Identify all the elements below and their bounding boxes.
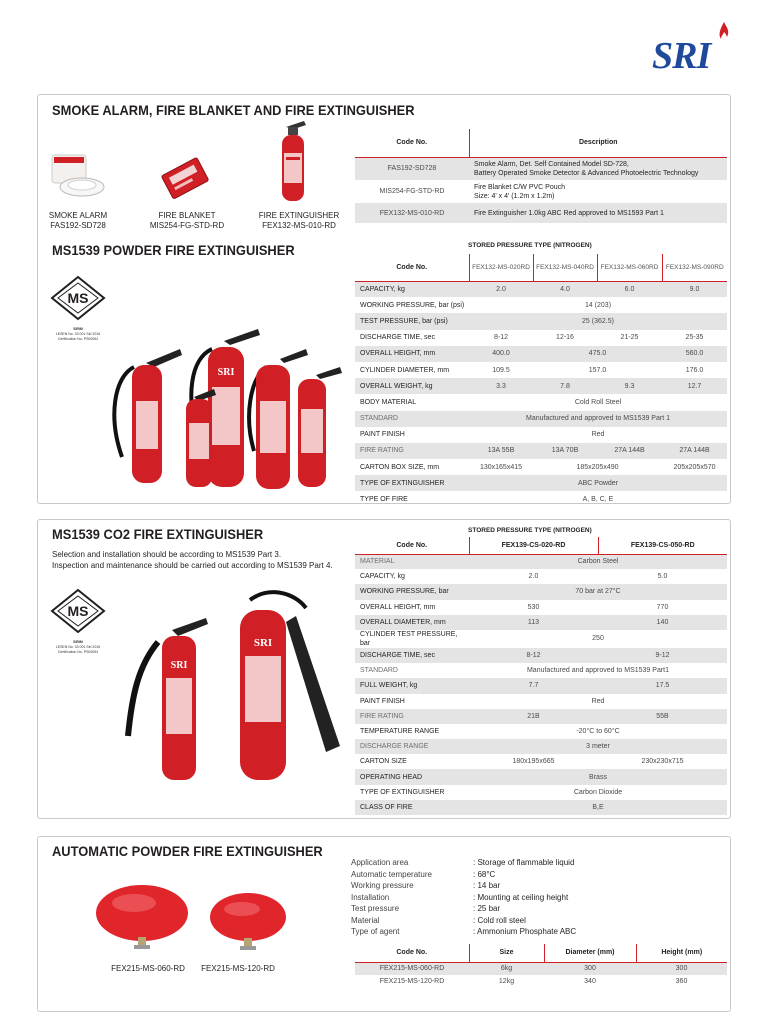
spec-value: Manufactured and approved to MS1539 Part 1 bbox=[469, 411, 727, 427]
spec-value: : 68°C bbox=[473, 869, 496, 879]
spec-value: 3.3 bbox=[469, 378, 533, 394]
spec-value: 21-25 bbox=[620, 334, 639, 342]
table-row bbox=[355, 203, 727, 223]
smoke-alarm-caption bbox=[40, 211, 116, 231]
co2-notes bbox=[52, 549, 333, 571]
spec-row bbox=[355, 427, 727, 443]
section4-title: AUTOMATIC POWDER FIRE EXTINGUISHER bbox=[52, 843, 323, 859]
spec-value: 400.0 bbox=[469, 346, 533, 362]
spec-value: 205x205x570 bbox=[673, 463, 716, 471]
spec-label: BODY MATERIAL bbox=[360, 398, 417, 406]
col-header-model: FEX132-MS-090RD bbox=[662, 254, 727, 281]
spec-label: DISCHARGE TIME, sec bbox=[360, 334, 435, 342]
spec-value: 230x230x715 bbox=[641, 758, 684, 766]
spec-label: WORKING PRESSURE, bar bbox=[355, 584, 469, 599]
spec-value: 4.0 bbox=[533, 281, 597, 297]
spec-row bbox=[355, 459, 727, 475]
product-code: FEX132-MS-010-RD bbox=[262, 221, 336, 230]
spec-value: Carbon Steel bbox=[469, 554, 727, 569]
ms-diamond-icon bbox=[50, 588, 106, 634]
spec-value: 12-16 bbox=[556, 334, 574, 342]
spec-value: : Cold roll steel bbox=[473, 915, 526, 925]
fire-blanket-image bbox=[158, 157, 214, 203]
cell-desc: Size: 4' x 4' (1.2m x 1.2m) bbox=[474, 192, 555, 200]
spec-row bbox=[355, 281, 727, 297]
spec-value: 7.7 bbox=[469, 678, 598, 693]
col-header-description: Description bbox=[469, 129, 727, 157]
co2-extinguishers-image bbox=[118, 586, 348, 786]
spec-value: A, B, C, E bbox=[582, 496, 614, 504]
spec-value: 14 (203) bbox=[584, 301, 612, 309]
co2-spec-table bbox=[355, 537, 727, 815]
spec-value: 109.5 bbox=[492, 366, 510, 374]
spec-label: CARTON BOX SIZE, mm bbox=[360, 463, 440, 471]
fire-extinguisher-caption bbox=[254, 211, 344, 231]
ms-diamond-icon bbox=[50, 275, 106, 321]
col-header-model: FEX139-CS-050-RD bbox=[598, 537, 727, 554]
svg-text:SRI: SRI bbox=[253, 637, 273, 649]
col-header-code: Code No. bbox=[355, 944, 469, 962]
spec-key: Material bbox=[351, 915, 380, 925]
product-name: SMOKE ALARM bbox=[48, 211, 108, 220]
svg-text:SRI: SRI bbox=[217, 367, 235, 378]
col-header-code: Code No. bbox=[355, 537, 469, 554]
spec-row bbox=[355, 443, 727, 459]
spec-value: : Mounting at ceiling height bbox=[473, 892, 569, 902]
section2-title: MS1539 POWDER FIRE EXTINGUISHER bbox=[52, 242, 295, 258]
spec-label: TYPE OF EXTINGUISHER bbox=[360, 788, 445, 796]
cell-code: MIS254-FG-STD-RD bbox=[379, 188, 445, 195]
spec-row bbox=[351, 880, 576, 892]
powder-extinguishers-image bbox=[94, 327, 350, 497]
cell-height: 360 bbox=[675, 978, 688, 985]
ms-org: SIRIM bbox=[73, 327, 83, 331]
spec-value: 475.0 bbox=[533, 346, 662, 362]
spec-row bbox=[355, 709, 727, 724]
spec-label: TEMPERATURE RANGE bbox=[360, 727, 440, 735]
spec-value: 7.8 bbox=[533, 378, 597, 394]
spec-row bbox=[355, 554, 727, 569]
spec-row bbox=[355, 394, 727, 410]
spec-row bbox=[355, 584, 727, 599]
col-header-size: Size bbox=[469, 944, 544, 962]
spec-value: 770 bbox=[656, 603, 669, 611]
spec-key: Test pressure bbox=[351, 904, 400, 913]
spec-row bbox=[355, 569, 727, 584]
spec-row bbox=[355, 330, 727, 346]
ms-cert: Certification No. PS00054 bbox=[57, 650, 99, 654]
section3-title: MS1539 CO2 FIRE EXTINGUISHER bbox=[52, 526, 264, 542]
table-row bbox=[355, 962, 727, 975]
spec-label: OPERATING HEAD bbox=[355, 769, 469, 784]
spec-label: CLASS OF FIRE bbox=[355, 800, 469, 815]
spec-row bbox=[355, 724, 727, 739]
spec-value: 8-12 bbox=[493, 334, 508, 342]
section3-subheading: STORED PRESSURE TYPE (NITROGEN) bbox=[468, 527, 592, 534]
automatic-caption: FEX215-MS-060-RD bbox=[111, 964, 185, 973]
cell-code: FEX132-MS-010-RD bbox=[355, 203, 469, 223]
cell-code: FEX215-MS-060-RD bbox=[355, 962, 469, 975]
spec-label: DISCHARGE TIME, sec bbox=[355, 648, 469, 663]
ms-license: LESEN No. 33 001 Siri 2016 bbox=[55, 332, 101, 336]
spec-value: Carbon Dioxide bbox=[573, 788, 623, 796]
spec-value: ABC Powder bbox=[469, 475, 727, 491]
col-header-model: FEX132-MS-020RD bbox=[469, 254, 533, 281]
spec-value: 530 bbox=[527, 603, 540, 611]
spec-row bbox=[355, 694, 727, 709]
ms-badge-text: MS bbox=[67, 290, 89, 306]
spec-row bbox=[355, 800, 727, 815]
table-row bbox=[355, 157, 727, 180]
col-header-diameter: Diameter (mm) bbox=[544, 944, 636, 962]
spec-row bbox=[355, 362, 727, 378]
spec-row bbox=[355, 739, 727, 754]
spec-label: FIRE RATING bbox=[355, 443, 469, 459]
spec-value: -20°C to 60°C bbox=[576, 727, 620, 735]
product-code: MIS254-FG-STD-RD bbox=[149, 221, 225, 230]
spec-row bbox=[355, 297, 727, 313]
spec-value: 5.0 bbox=[657, 573, 668, 581]
spec-value: 55B bbox=[598, 709, 727, 724]
cell-size: 12kg bbox=[498, 978, 515, 985]
spec-value: : 25 bar bbox=[473, 904, 501, 913]
spec-value: 9-12 bbox=[598, 648, 727, 663]
spec-label: STANDARD bbox=[355, 411, 469, 427]
spec-row bbox=[355, 785, 727, 800]
spec-value: 25-35 bbox=[685, 334, 704, 342]
ms-license: LESEN No. 33 001 Siri 2016 bbox=[55, 645, 101, 649]
spec-key: Type of agent bbox=[351, 927, 400, 936]
cell-desc: Battery Operated Smoke Detector & Advanced Photoelectric Technology bbox=[474, 169, 699, 177]
spec-value: : 14 bar bbox=[473, 881, 501, 890]
spec-value: 9.3 bbox=[597, 378, 662, 394]
spec-label: CYLINDER TEST PRESSURE, bar bbox=[360, 630, 458, 647]
col-header-code: Code No. bbox=[355, 129, 469, 157]
cell-code: FAS192-SD728 bbox=[355, 157, 469, 180]
col-header-model: FEX132-MS-040RD bbox=[533, 254, 597, 281]
spec-value: 3 meter bbox=[469, 739, 727, 754]
note-line: Selection and installation should be according to MS1539 Part 3. bbox=[52, 550, 282, 559]
spec-label: CYLINDER DIAMETER, mm bbox=[360, 366, 450, 374]
cell-diameter: 340 bbox=[584, 978, 596, 985]
spec-key: Installation bbox=[351, 892, 390, 902]
spec-label: OVERALL DIAMETER, mm bbox=[355, 615, 469, 630]
product-name: FIRE EXTINGUISHER bbox=[258, 211, 340, 220]
section1-title: SMOKE ALARM, FIRE BLANKET AND FIRE EXTINGUISHER bbox=[52, 102, 415, 118]
spec-row bbox=[351, 903, 576, 915]
spec-label: WORKING PRESSURE, bar (psi) bbox=[360, 301, 465, 309]
spec-row bbox=[355, 346, 727, 362]
automatic-extinguishers-image bbox=[94, 881, 294, 957]
flame-icon bbox=[718, 22, 730, 44]
spec-row bbox=[355, 475, 727, 491]
spec-value: Brass bbox=[469, 769, 727, 784]
spec-value: 21B bbox=[469, 709, 598, 724]
spec-value: 185x205x490 bbox=[576, 463, 619, 471]
spec-value: : Ammonium Phosphate ABC bbox=[473, 927, 577, 936]
cell-height: 300 bbox=[636, 962, 727, 975]
brand-name: SRI bbox=[652, 35, 711, 77]
spec-label: CARTON SIZE bbox=[360, 758, 407, 766]
small-extinguisher-image bbox=[274, 117, 318, 205]
spec-row bbox=[355, 663, 727, 678]
spec-value: 13A 70B bbox=[533, 443, 597, 459]
spec-row bbox=[355, 678, 727, 693]
spec-row bbox=[355, 769, 727, 784]
spec-key: Working pressure bbox=[351, 881, 414, 890]
spec-value: : Storage of flammable liquid bbox=[473, 858, 575, 867]
spec-value: 12.7 bbox=[662, 378, 727, 394]
cell-desc: Fire Extinguisher 1.0kg ABC Red approved to MS1593 Part 1 bbox=[469, 203, 727, 223]
co2-section-panel bbox=[37, 519, 731, 819]
spec-value: Red bbox=[591, 431, 605, 439]
spec-row bbox=[355, 754, 727, 769]
spec-label: FULL WEIGHT, kg bbox=[355, 678, 469, 693]
spec-value: 25 (362.5) bbox=[469, 313, 727, 329]
spec-label: PAINT FINISH bbox=[360, 431, 405, 439]
spec-value: 70 bar at 27°C bbox=[469, 584, 727, 599]
spec-row bbox=[355, 411, 727, 427]
spec-row bbox=[355, 648, 727, 663]
section2-subheading: STORED PRESSURE TYPE (NITROGEN) bbox=[468, 242, 592, 249]
product-name: FIRE BLANKET bbox=[158, 211, 216, 220]
powder-spec-table bbox=[355, 254, 727, 508]
col-header-height: Height (mm) bbox=[636, 944, 727, 962]
ms-certification-logo bbox=[50, 588, 106, 654]
spec-value: 8-12 bbox=[469, 648, 598, 663]
cell-size: 6kg bbox=[469, 962, 544, 975]
spec-row bbox=[355, 378, 727, 394]
automatic-section-panel bbox=[37, 836, 731, 1012]
col-header-model: FEX132-MS-060RD bbox=[597, 254, 662, 281]
spec-value: 250 bbox=[592, 635, 604, 643]
col-header-model: FEX139-CS-020-RD bbox=[469, 537, 598, 554]
spec-label: PAINT FINISH bbox=[360, 697, 405, 705]
spec-value: Red bbox=[591, 697, 605, 705]
automatic-caption: FEX215-MS-120-RD bbox=[201, 964, 275, 973]
spec-row bbox=[351, 915, 576, 927]
product-code: FAS192-SD728 bbox=[50, 221, 106, 230]
spec-row bbox=[351, 869, 576, 881]
spec-label: CAPACITY, kg bbox=[360, 573, 405, 581]
spec-value: 17.5 bbox=[598, 678, 727, 693]
automatic-specs bbox=[351, 857, 576, 938]
spec-value: 6.0 bbox=[597, 281, 662, 297]
spec-value: 157.0 bbox=[588, 366, 607, 374]
table-row bbox=[355, 975, 727, 988]
spec-value: 176.0 bbox=[685, 366, 704, 374]
spec-value: 13A 55B bbox=[469, 443, 533, 459]
svg-text:SRI: SRI bbox=[170, 660, 188, 671]
spec-label: MATERIAL bbox=[355, 554, 469, 569]
spec-value: 2.0 bbox=[528, 573, 539, 581]
spec-row bbox=[351, 892, 576, 904]
spec-value: 130x165x415 bbox=[479, 463, 523, 471]
spec-value: Cold Roll Steel bbox=[574, 398, 622, 406]
spec-row bbox=[351, 926, 576, 938]
spec-value: 27A 144B bbox=[597, 443, 662, 459]
spec-row bbox=[355, 313, 727, 329]
spec-key: Automatic temperature bbox=[351, 869, 432, 879]
spec-label: DISCHARGE RANGE bbox=[355, 739, 469, 754]
spec-value: B,E bbox=[469, 800, 727, 815]
fire-blanket-caption bbox=[144, 211, 230, 231]
spec-label: OVERALL HEIGHT, mm bbox=[360, 603, 436, 611]
spec-label: CAPACITY, kg bbox=[355, 281, 469, 297]
spec-row bbox=[351, 857, 576, 869]
spec-label: STANDARD bbox=[360, 667, 398, 675]
powder-section-panel bbox=[37, 94, 731, 504]
ms-badge-text: MS bbox=[67, 603, 89, 619]
spec-row bbox=[355, 630, 727, 648]
spec-value: 180x195x665 bbox=[512, 758, 555, 766]
brand-logo bbox=[652, 22, 734, 78]
automatic-table bbox=[355, 944, 727, 988]
ms-cert: Certification No. PS00054 bbox=[57, 337, 99, 341]
cell-desc: Smoke Alarm, Det. Self Contained Model SD-728, bbox=[474, 160, 629, 168]
smoke-alarm-image bbox=[50, 153, 110, 203]
cell-diameter: 300 bbox=[544, 962, 636, 975]
cell-desc: Fire Blanket C/W PVC Pouch bbox=[474, 183, 566, 191]
spec-value: Manufactured and approved to MS1539 Part1 bbox=[526, 667, 670, 675]
spec-label: OVERALL HEIGHT, mm bbox=[355, 346, 469, 362]
spec-label: FIRE RATING bbox=[355, 709, 469, 724]
spec-row bbox=[355, 491, 727, 507]
spec-label: TYPE OF FIRE bbox=[360, 496, 408, 504]
col-header-code: Code No. bbox=[355, 254, 469, 281]
ms-org: SIRIM bbox=[73, 640, 83, 644]
spec-label: TYPE OF EXTINGUISHER bbox=[355, 475, 469, 491]
spec-row bbox=[355, 615, 727, 630]
cell-code: FEX215-MS-120-RD bbox=[379, 978, 445, 985]
table-row bbox=[355, 180, 727, 203]
spec-row bbox=[355, 600, 727, 615]
spec-key: Application area bbox=[351, 858, 409, 867]
spec-label: OVERALL WEIGHT, kg bbox=[355, 378, 469, 394]
spec-value: 140 bbox=[598, 615, 727, 630]
spec-value: 560.0 bbox=[662, 346, 727, 362]
spec-value: 27A 144B bbox=[662, 443, 727, 459]
spec-value: 9.0 bbox=[662, 281, 727, 297]
section1-table bbox=[355, 129, 727, 223]
spec-label: TEST PRESSURE, bar (psi) bbox=[355, 313, 469, 329]
spec-value: 2.0 bbox=[469, 281, 533, 297]
spec-value: 113 bbox=[469, 615, 598, 630]
note-line: Inspection and maintenance should be carried out according to MS1539 Part 4. bbox=[52, 561, 333, 570]
